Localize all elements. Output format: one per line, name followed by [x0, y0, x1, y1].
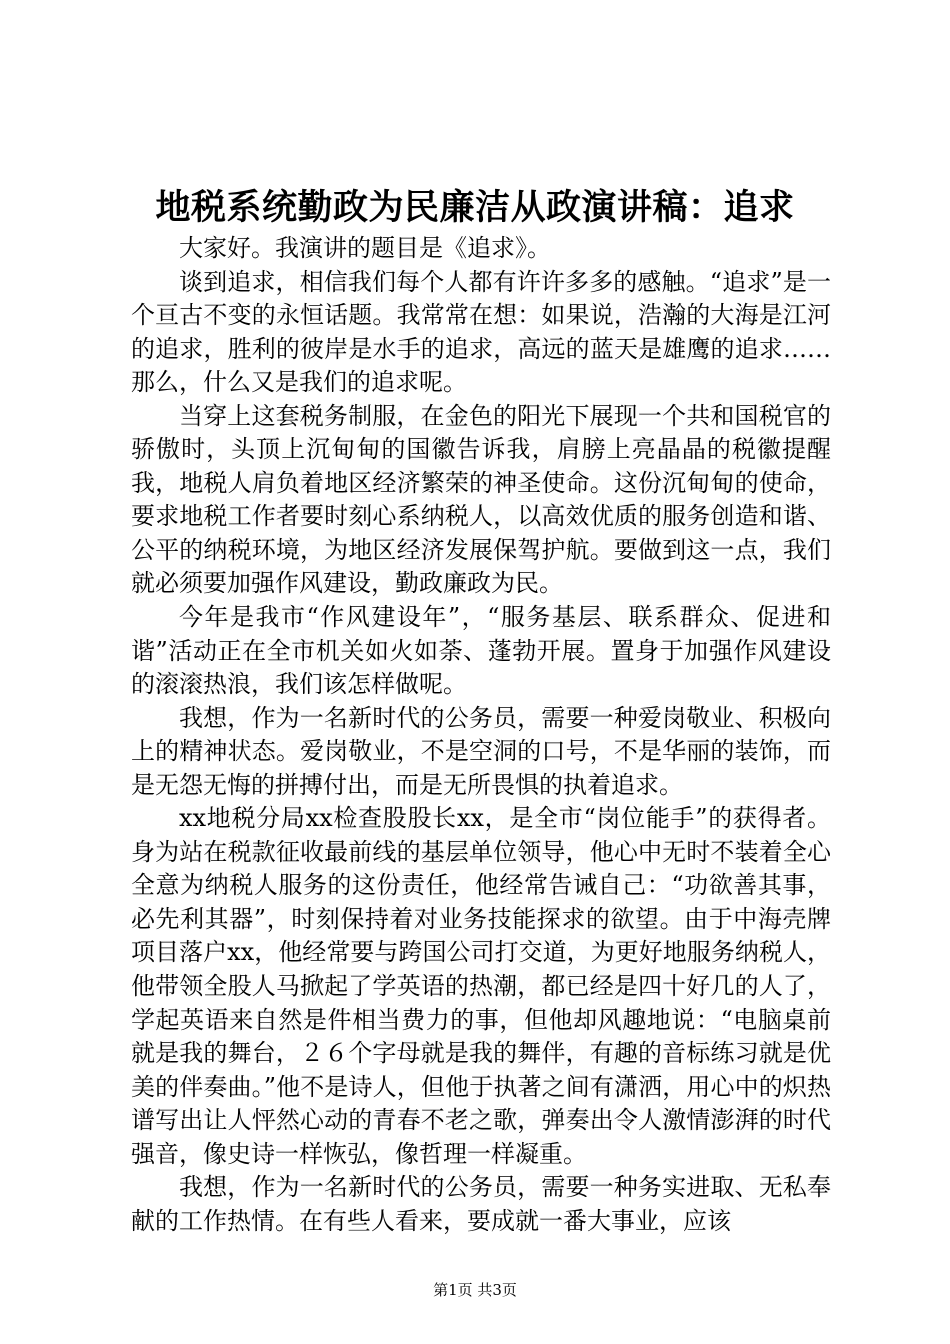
- paragraph-greeting: 大家好。我演讲的题目是《追求》。: [179, 234, 551, 262]
- paragraph-section-chief: xx地税分局xx检查股股长xx，是全市“岗位能手”的获得者。身为站在税款征收最前线的基层单位领导，他心中无时不装着全心全意为纳税人服务的这份责任，他经常告诫自己：“功欲善其事，必先利其器”，时刻保持着对业务技能探求的欲望。由于中海壳牌项目落户xx，他经常要与跨国公司打交道，为更好地服务纳税人，他带领全股人马掀起了学英语的热潮，都已经是四十好几的人了，学起英语来自然是件相当费力的事，但他却风趣地说：“电脑桌前就是我的舞台，２６个字母就是我的舞伴，有趣的音标练习就是优美的伴奏曲。”他不是诗人，但他于执著之间有潇洒，用心中的炽热谱写出让人怦然心动的青春不老之歌，弹奏出令人激情澎湃的时代强音，像史诗一样恢弘，像哲理一样凝重。: [131, 804, 831, 1168]
- document-body: [131, 232, 831, 1238]
- paragraph-pragmatic: 我想，作为一名新时代的公务员，需要一种务实进取、无私奉献的工作热情。在有些人看来，要成就一番大事业，应该: [131, 1173, 831, 1235]
- paragraph-dedication: 我想，作为一名新时代的公务员，需要一种爱岗敬业、积极向上的精神状态。爱岗敬业，不是空洞的口号，不是华丽的装饰，而是无怨无悔的拼搏付出，而是无所畏惧的执着追求。: [131, 703, 831, 799]
- page-footer: 第1页 共3页: [433, 1281, 517, 1299]
- paragraph-style-year: 今年是我市“作风建设年”，“服务基层、联系群众、促进和谐”活动正在全市机关如火如荼、蓬勃开展。置身于加强作风建设的滚滚热浪，我们该怎样做呢。: [131, 603, 831, 699]
- document-title: 地税系统勤政为民廉洁从政演讲稿：追求: [155, 187, 795, 228]
- paragraph-tax-uniform: 当穿上这套税务制服，在金色的阳光下展现一个共和国税官的骄傲时，头顶上沉甸甸的国徽告诉我，肩膀上亮晶晶的税徽提醒我，地税人肩负着地区经济繁荣的神圣使命。这份沉甸甸的使命，要求地税工作者要时刻心系纳税人，以高效优质的服务创造和谐、公平的纳税环境，为地区经济发展保驾护航。要做到这一点，我们就必须要加强作风建设，勤政廉政为民。: [131, 401, 831, 598]
- paragraph-pursuit-intro: 谈到追求，相信我们每个人都有许许多多的感触。“追求”是一个亘古不变的永恒话题。我常常在想：如果说，浩瀚的大海是江河的追求，胜利的彼岸是水手的追求，高远的蓝天是雄鹰的追求……那么，什么又是我们的追求呢。: [131, 267, 831, 397]
